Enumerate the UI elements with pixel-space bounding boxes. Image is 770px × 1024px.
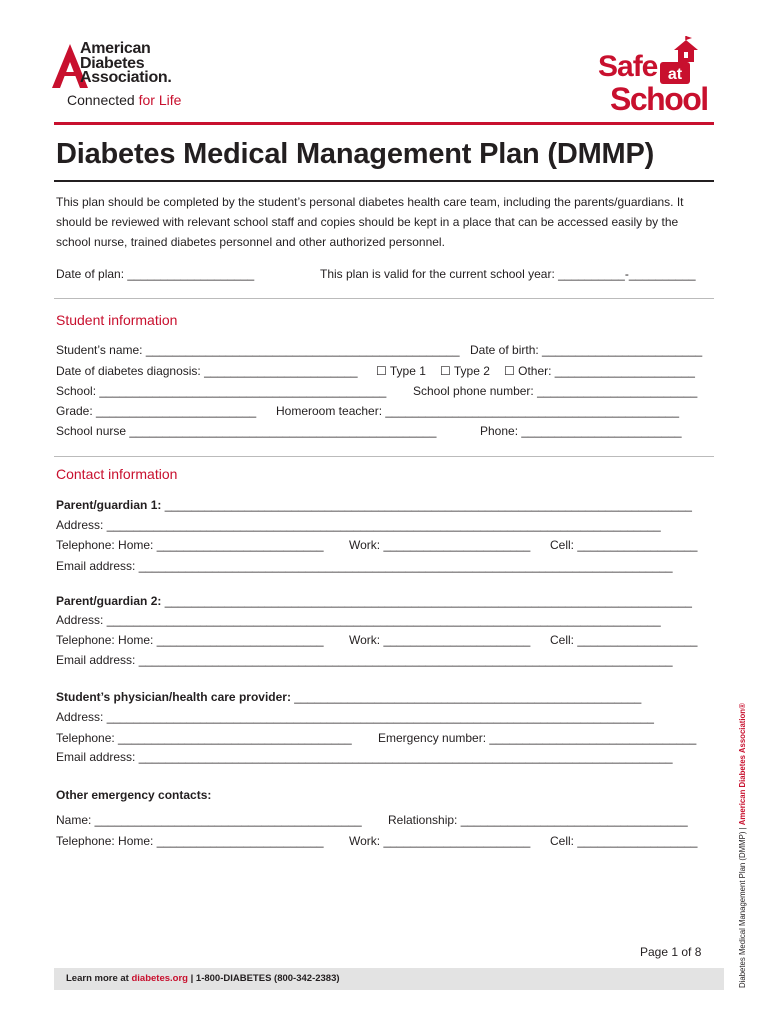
other-emergency-contacts-label: Other emergency contacts: <box>56 788 212 802</box>
emergency-number-field[interactable]: Emergency number: _______________________________ <box>378 731 697 745</box>
footer-text: Learn more at diabetes.org | 1-800-DIABETES (800-342-2383) <box>66 973 340 984</box>
school-nurse-field[interactable]: School nurse ______________________________________________ <box>56 424 437 438</box>
page-title: Diabetes Medical Management Plan (DMMP) <box>56 138 655 170</box>
emergency-cell-phone-field[interactable]: Cell: __________________ <box>550 834 698 848</box>
valid-school-year-field[interactable]: This plan is valid for the current school year: __________-__________ <box>320 267 696 281</box>
checkbox-icon: ☐ <box>504 364 515 378</box>
pg1-address-field[interactable]: Address: ___________________________________________________________________________________ <box>56 518 661 532</box>
pg2-address-field[interactable]: Address: ___________________________________________________________________________________ <box>56 613 661 627</box>
physician-field[interactable]: Student’s physician/health care provider: ____________________________________________________ <box>56 690 642 704</box>
ada-logo-text: American Diabetes Association. <box>80 40 172 86</box>
parent-guardian-2-field[interactable]: Parent/guardian 2: _______________________________________________________________________________ <box>56 594 692 608</box>
type2-checkbox[interactable]: ☐ Type 2 <box>440 364 490 378</box>
emergency-home-phone-field[interactable]: Telephone: Home: _________________________ <box>56 834 324 848</box>
homeroom-teacher-field[interactable]: Homeroom teacher: ____________________________________________ <box>276 404 680 418</box>
svg-text:Safe: Safe <box>598 50 658 83</box>
date-of-plan-field[interactable]: Date of plan: ___________________ <box>56 267 255 281</box>
relationship-field[interactable]: Relationship: __________________________________ <box>388 813 688 827</box>
checkbox-icon: ☐ <box>440 364 451 378</box>
pg2-home-phone-field[interactable]: Telephone: Home: _________________________ <box>56 633 324 647</box>
physician-telephone-field[interactable]: Telephone: ___________________________________ <box>56 731 352 745</box>
ada-tagline: Connected for Life <box>67 92 182 108</box>
pg1-home-phone-field[interactable]: Telephone: Home: _________________________ <box>56 538 324 552</box>
school-phone-field[interactable]: School phone number: ________________________ <box>413 384 698 398</box>
nurse-phone-field[interactable]: Phone: ________________________ <box>480 424 682 438</box>
checkbox-icon: ☐ <box>376 364 387 378</box>
svg-text:School: School <box>610 81 708 116</box>
school-field[interactable]: School: ___________________________________________ <box>56 384 387 398</box>
svg-text:at: at <box>667 66 683 83</box>
pg2-email-field[interactable]: Email address: ________________________________________________________________________________ <box>56 653 673 667</box>
pg1-cell-phone-field[interactable]: Cell: __________________ <box>550 538 698 552</box>
title-rule <box>54 180 714 182</box>
grade-field[interactable]: Grade: ________________________ <box>56 404 257 418</box>
pg2-cell-phone-field[interactable]: Cell: __________________ <box>550 633 698 647</box>
section-heading-student: Student information <box>56 312 178 328</box>
intro-paragraph: This plan should be completed by the student’s personal diabetes health care team, including the parents/guardians. It should be reviewed with relevant school staff and copies should be kept in a place that can be accessed easily by the school nurse, trained diabetes personnel and other authorized personnel. <box>56 195 684 249</box>
safe-at-school-logo <box>596 36 722 116</box>
student-name-field[interactable]: Student’s name: _______________________________________________ <box>56 343 460 357</box>
divider <box>54 456 714 457</box>
parent-guardian-1-field[interactable]: Parent/guardian 1: _______________________________________________________________________________ <box>56 498 692 512</box>
footer-link[interactable]: diabetes.org <box>131 973 188 984</box>
emergency-work-phone-field[interactable]: Work: ______________________ <box>349 834 531 848</box>
side-caption: Diabetes Medical Management Plan (DMMP) | American Diabetes Association® <box>738 703 747 988</box>
emergency-contact-name-field[interactable]: Name: ________________________________________ <box>56 813 362 827</box>
diagnosis-date-field[interactable]: Date of diabetes diagnosis: _______________________ <box>56 364 358 378</box>
physician-address-field[interactable]: Address: __________________________________________________________________________________ <box>56 710 654 724</box>
type1-checkbox[interactable]: ☐ Type 1 <box>376 364 426 378</box>
physician-email-field[interactable]: Email address: ________________________________________________________________________________ <box>56 750 673 764</box>
date-of-birth-field[interactable]: Date of birth: ________________________ <box>470 343 703 357</box>
pg1-email-field[interactable]: Email address: ________________________________________________________________________________ <box>56 559 673 573</box>
section-heading-contact: Contact information <box>56 466 178 482</box>
page-number: Page 1 of 8 <box>640 945 702 959</box>
other-type-checkbox[interactable]: ☐ Other: _____________________ <box>504 364 695 378</box>
divider <box>54 298 714 299</box>
pg2-work-phone-field[interactable]: Work: ______________________ <box>349 633 531 647</box>
top-rule <box>54 122 714 125</box>
pg1-work-phone-field[interactable]: Work: ______________________ <box>349 538 531 552</box>
